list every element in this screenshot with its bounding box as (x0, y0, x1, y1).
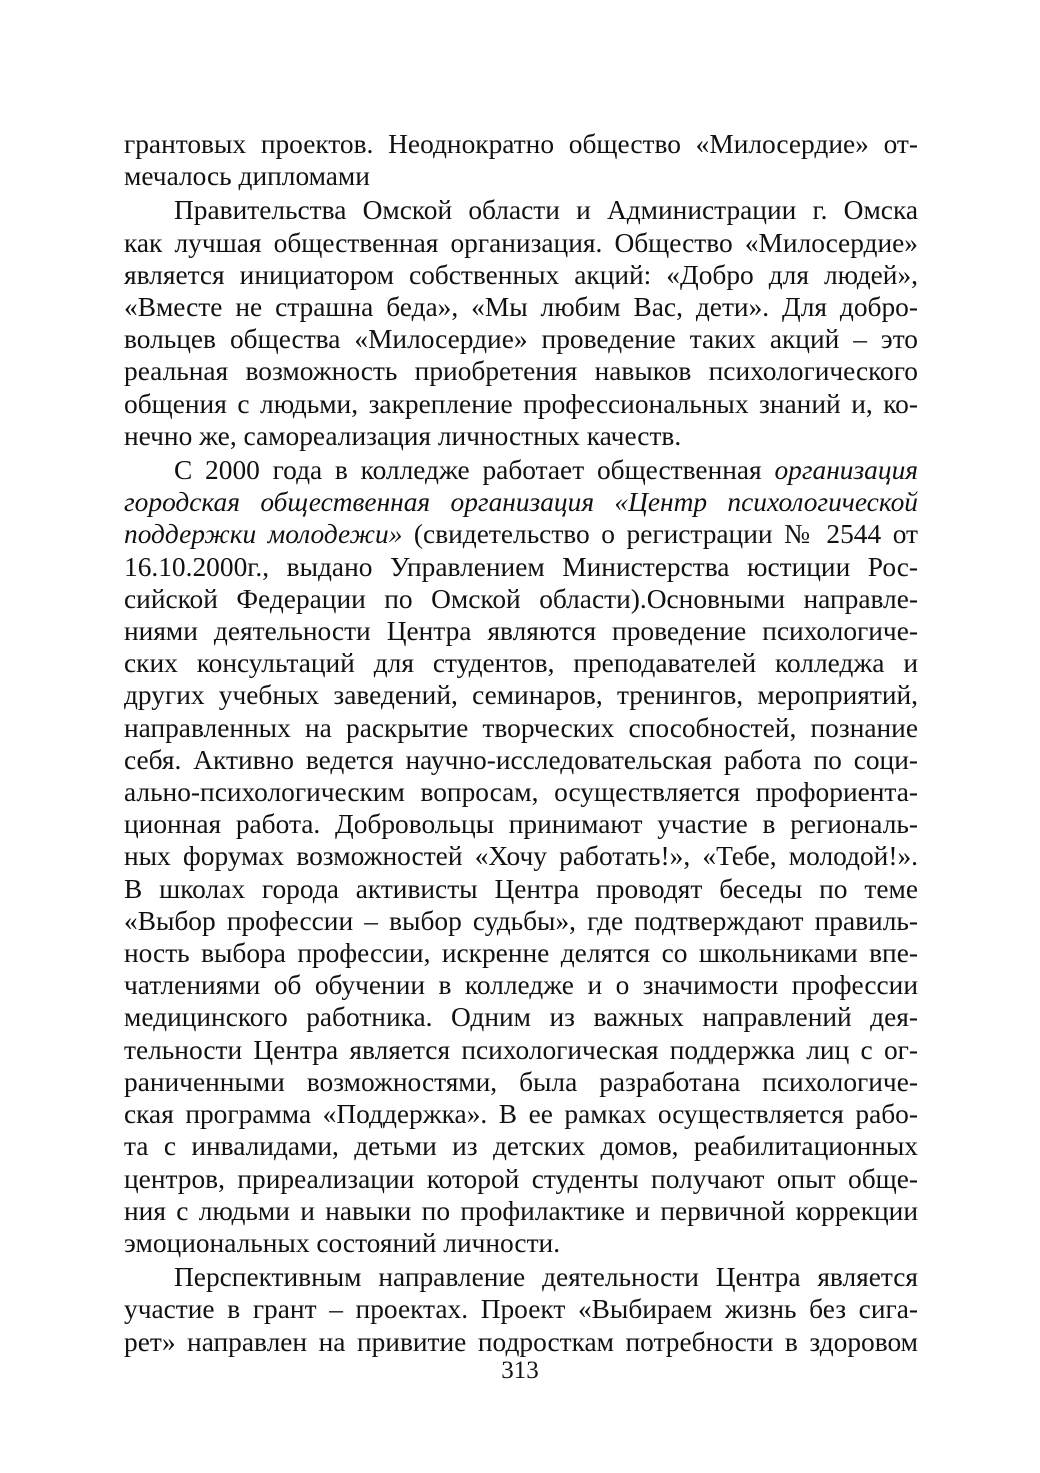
text-line: эмоциональных состояний личности. (124, 1227, 561, 1258)
text-line: медицинского работника. Одним из важных направлений дея- (124, 1002, 918, 1033)
italic-organization-name: городская общественная организация «Центр психологической (124, 487, 918, 518)
text-line: раниченными возможностями, была разработана психологиче- (124, 1066, 918, 1097)
text-line: центров, приреализации которой студенты получают опыт обще- (124, 1163, 918, 1194)
text-line: грантовых проектов. Неоднократно общество «Милосердие» от- (124, 129, 918, 159)
text-line: ных форумах возможностей «Хочу работать!», «Тебе, молодой!». (124, 841, 918, 872)
text-line: как лучшая общественная организация. Общество «Милосердие» (124, 227, 918, 258)
text-line (124, 518, 918, 550)
text-line (124, 486, 918, 518)
text-line: та с инвалидами, детьми из детских домов, реабилитационных (124, 1131, 918, 1162)
text-line: ционная работа. Добровольцы принимают участие в региональ- (124, 809, 918, 840)
text-line: участие в грант – проектах. Проект «Выбираем жизнь без сига- (124, 1294, 918, 1325)
text-line: вольцев общества «Милосердие» проведение таких акций – это (124, 324, 918, 355)
text-line: ность выбора профессии, искренне делятся со школьниками впе- (124, 938, 918, 969)
text-line: реальная возможность приобретения навыков психологического (124, 356, 918, 387)
text-line: ния с людьми и навыки по профилактике и первичной коррекции (124, 1195, 918, 1226)
text-line: В школах города активисты Центра проводят беседы по теме (124, 873, 918, 904)
text-line: Перспективным направление деятельности Центра является (174, 1262, 918, 1293)
text-line: «Вместе не страшна беда», «Мы любим Вас, дети». Для добро- (124, 292, 918, 323)
italic-organization-name: поддержки молодежи» (124, 519, 403, 550)
text-line: общения с людьми, закрепление профессиональных знаний и, ко- (124, 388, 918, 419)
document-body (124, 126, 918, 1358)
text-line: себя. Активно ведется научно-исследовательская работа по соци- (124, 744, 918, 775)
text-line: ально-психологическим вопросам, осуществляется профориента- (124, 777, 918, 808)
text-line: ская программа «Поддержка». В ее рамках осуществляется рабо- (124, 1099, 918, 1130)
text-run: С 2000 года в колледже работает общественная (174, 455, 775, 486)
text-line: нечно же, самореализация личностных качеств. (124, 420, 682, 451)
text-line: тельности Центра является психологическая поддержка лиц с ог- (124, 1034, 918, 1065)
text-line: «Выбор профессии – выбор судьбы», где подтверждают правиль- (124, 905, 918, 936)
paragraph-2 (124, 194, 918, 452)
italic-organization-name: организация (774, 455, 918, 486)
text-line (124, 454, 918, 486)
paragraph-4 (124, 1261, 918, 1358)
text-line: направленных на раскрытие творческих способностей, познание (124, 712, 918, 743)
text-line: ских консультаций для студентов, преподавателей колледжа и (124, 648, 918, 679)
page-number: 313 (501, 1357, 539, 1384)
text-line: мечалось дипломами (124, 161, 370, 192)
text-line: является инициатором собственных акций: «Добро для людей», (124, 259, 918, 290)
text-line: ниями деятельности Центра являются проведение психологиче- (124, 616, 918, 647)
text-line: чатлениями об обучении в колледже и о значимости профессии (124, 970, 918, 1001)
text-line: сийской Федерации по Омской области).Основными направле- (124, 583, 918, 614)
paragraph-3 (124, 454, 918, 1259)
text-line: Правительства Омской области и Администрации г. Омска (174, 195, 918, 226)
text-line: 16.10.2000г., выдано Управлением Министерства юстиции Рос- (124, 551, 918, 582)
text-line: других учебных заведений, семинаров, тренингов, мероприятий, (124, 680, 918, 711)
text-run: (свидетельство о регистрации № 2544 от (402, 519, 919, 550)
paragraph-1 (124, 128, 918, 192)
text-line: рет» направлен на привитие подросткам потребности в здоровом (124, 1326, 918, 1357)
